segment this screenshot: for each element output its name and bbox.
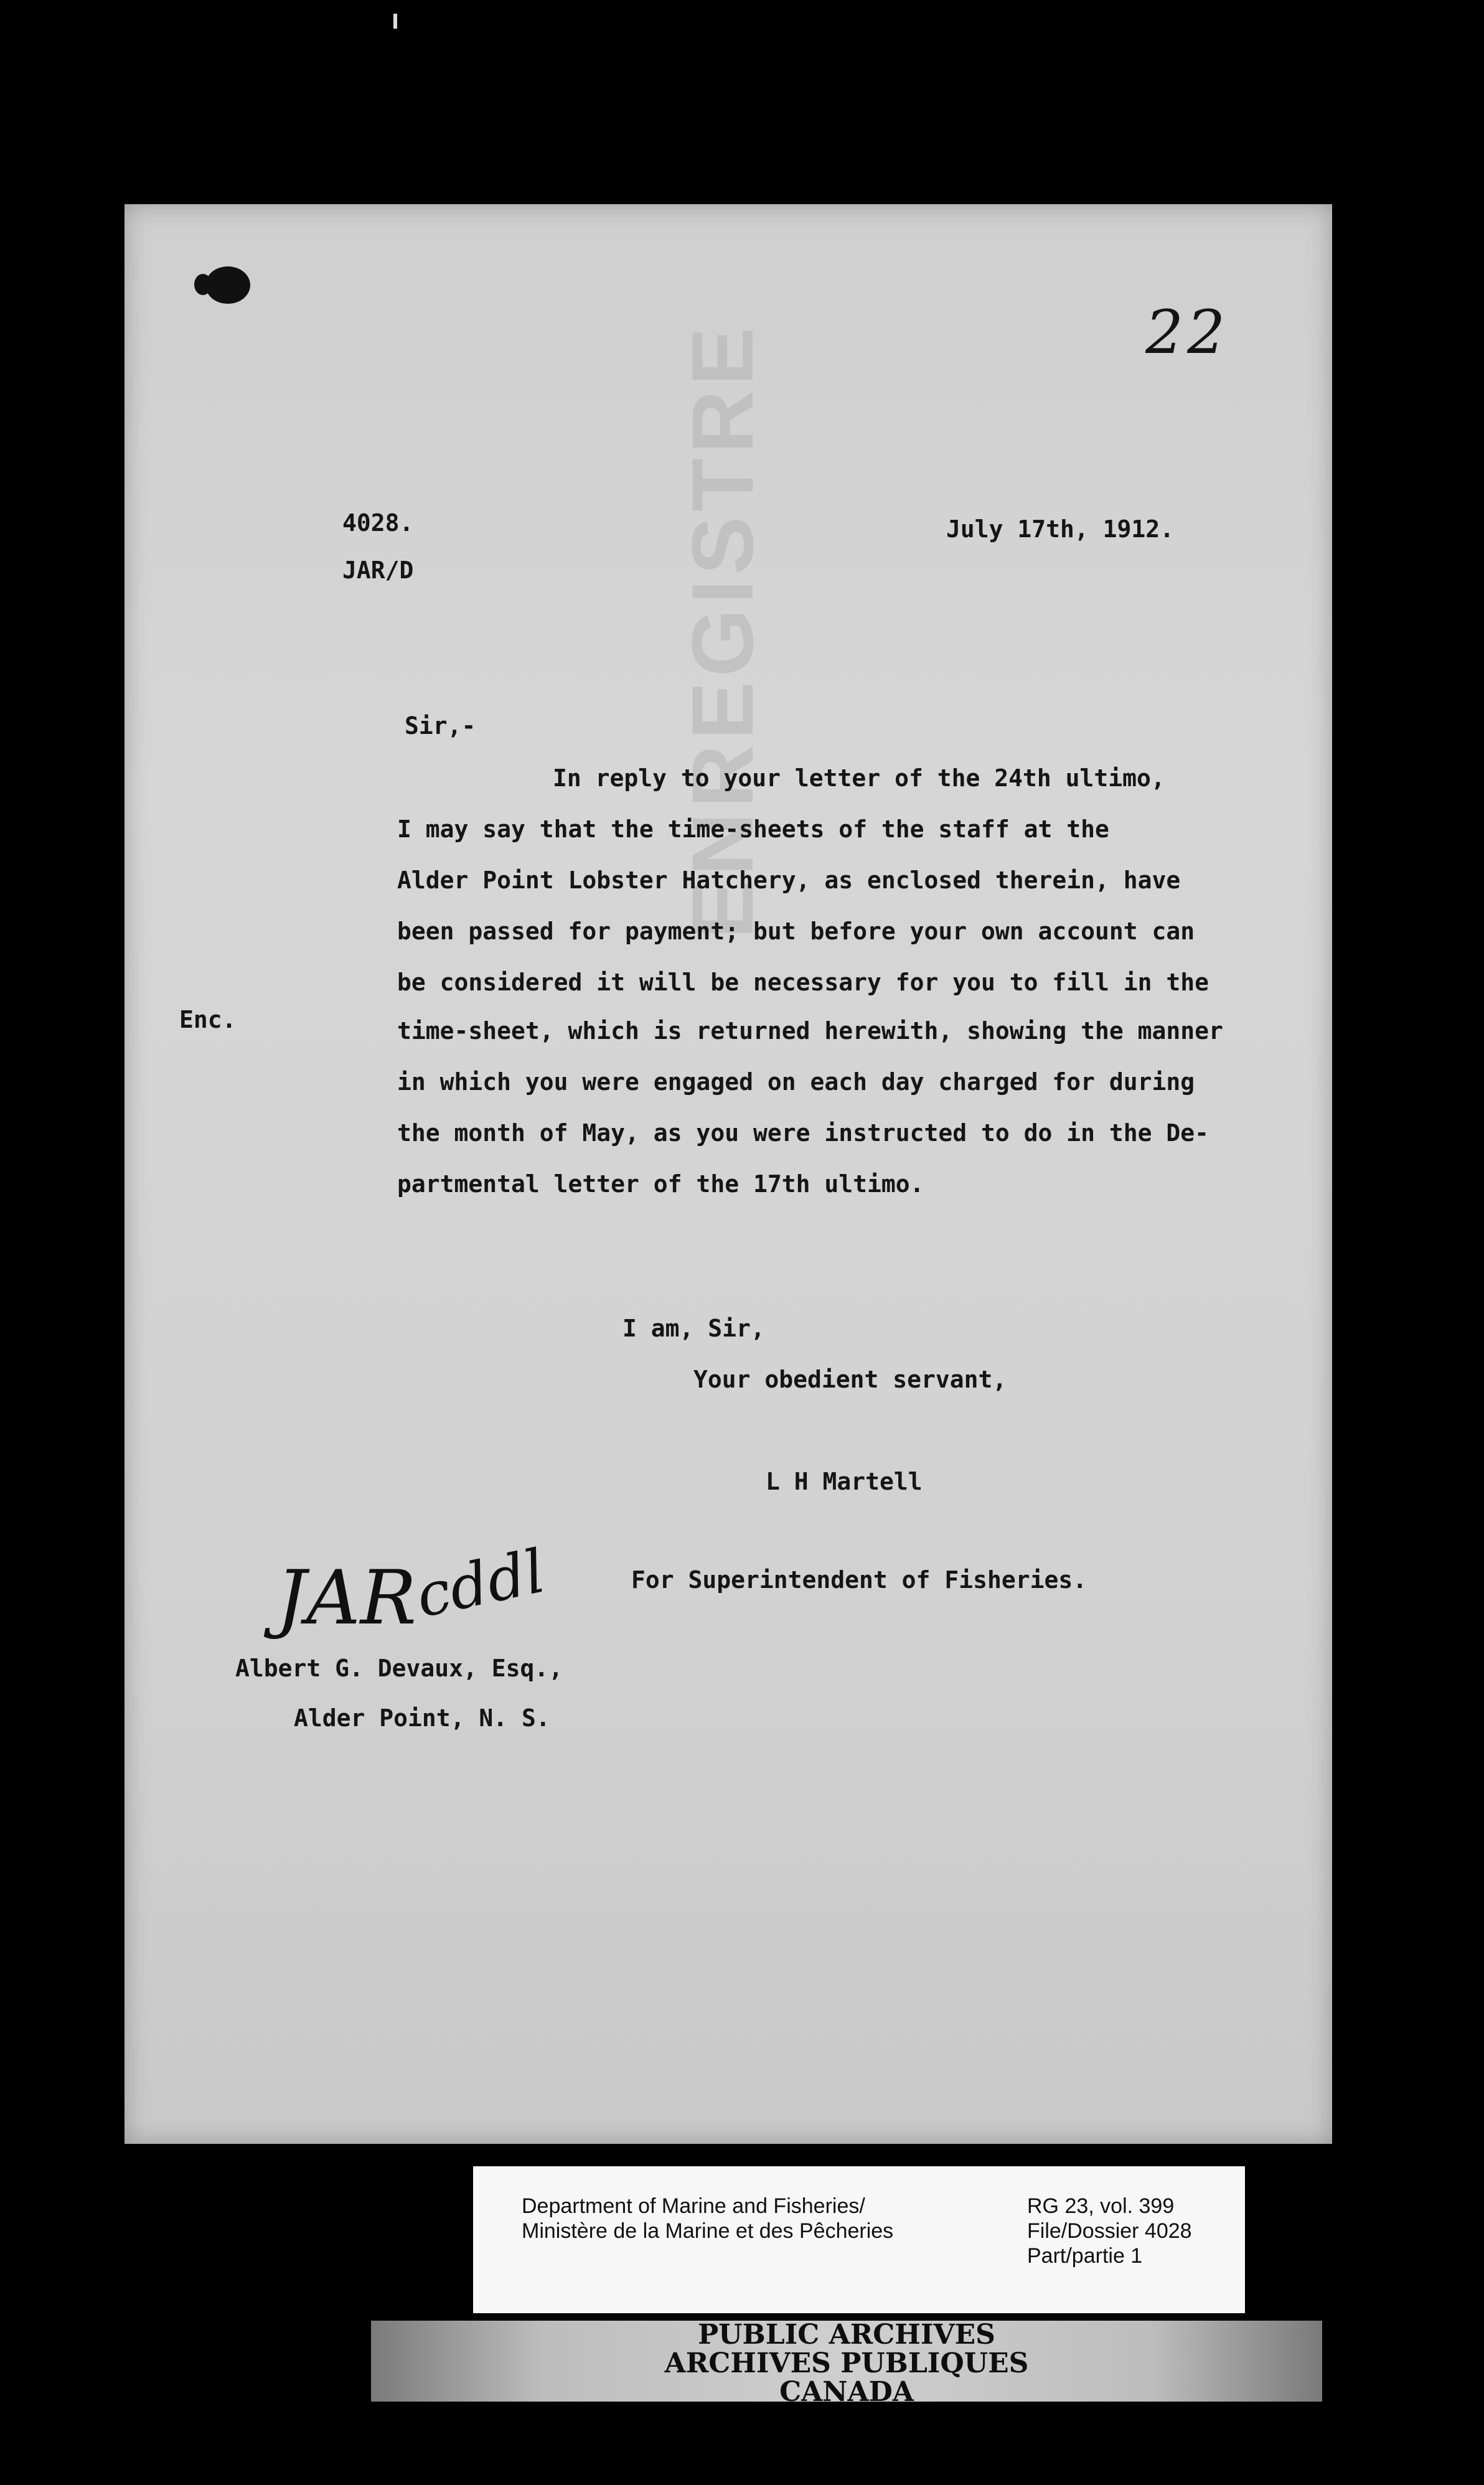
body-line: in which you were engaged on each day charged for during: [397, 1068, 1195, 1096]
archives-stamp: [371, 2319, 1322, 2408]
closing-line: I am, Sir,: [622, 1315, 765, 1342]
archives-line: PUBLIC ARCHIVES: [698, 2319, 995, 2351]
dictation-reference: JAR/D: [342, 557, 414, 584]
archives-line: ARCHIVES PUBLIQUES: [664, 2347, 1029, 2379]
body-line: be considered it will be necessary for you to fill in the: [397, 969, 1209, 996]
caption-part: Part/partie 1: [1027, 2244, 1143, 2268]
enclosure-note: Enc.: [179, 1006, 237, 1033]
body-line: I may say that the time-sheets of the staff at the: [397, 815, 1109, 843]
addressee-name: Albert G. Devaux, Esq.,: [235, 1655, 563, 1682]
watermark-stamp: ENREGISTRE: [674, 322, 771, 939]
caption-record-group: RG 23, vol. 399: [1027, 2194, 1175, 2218]
body-line: the month of May, as you were instructed to do in the De-: [397, 1119, 1209, 1147]
body-line: been passed for payment; but before your own account can: [397, 918, 1195, 945]
closing-line: Your obedient servant,: [693, 1366, 1007, 1393]
handwritten-signature: cddl: [410, 1536, 551, 1632]
handwritten-initials: JAR: [276, 1555, 417, 1642]
archive-caption: [473, 2166, 1245, 2313]
archives-stamp-text: [371, 2321, 1322, 2407]
caption-department-en: Department of Marine and Fisheries/: [522, 2194, 865, 2218]
caption-department-fr: Ministère de la Marine et des Pêcheries: [522, 2219, 894, 2243]
body-line: time-sheet, which is returned herewith, showing the manner: [397, 1017, 1223, 1045]
signatory-title: For Superintendent of Fisheries.: [631, 1566, 1087, 1594]
body-line: In reply to your letter of the 24th ultimo,: [553, 764, 1165, 792]
caption-department: [522, 2194, 893, 2243]
punch-hole: [205, 266, 250, 304]
body-line: Alder Point Lobster Hatchery, as enclosed therein, have: [397, 867, 1181, 894]
signatory-name: L H Martell: [766, 1468, 923, 1495]
addressee-place: Alder Point, N. S.: [294, 1704, 550, 1732]
body-line: partmental letter of the 17th ultimo.: [397, 1170, 924, 1198]
letter-page: [124, 204, 1332, 2144]
scan-mark: [393, 14, 397, 29]
salutation: Sir,-: [405, 712, 476, 740]
letter-date: July 17th, 1912.: [946, 515, 1175, 543]
punch-hole-small: [194, 274, 212, 295]
handwritten-page-number: 22: [1145, 298, 1229, 367]
file-reference: 4028.: [342, 509, 414, 537]
caption-reference: [1027, 2194, 1192, 2268]
caption-file: File/Dossier 4028: [1027, 2219, 1192, 2243]
archives-line: CANADA: [779, 2376, 914, 2408]
